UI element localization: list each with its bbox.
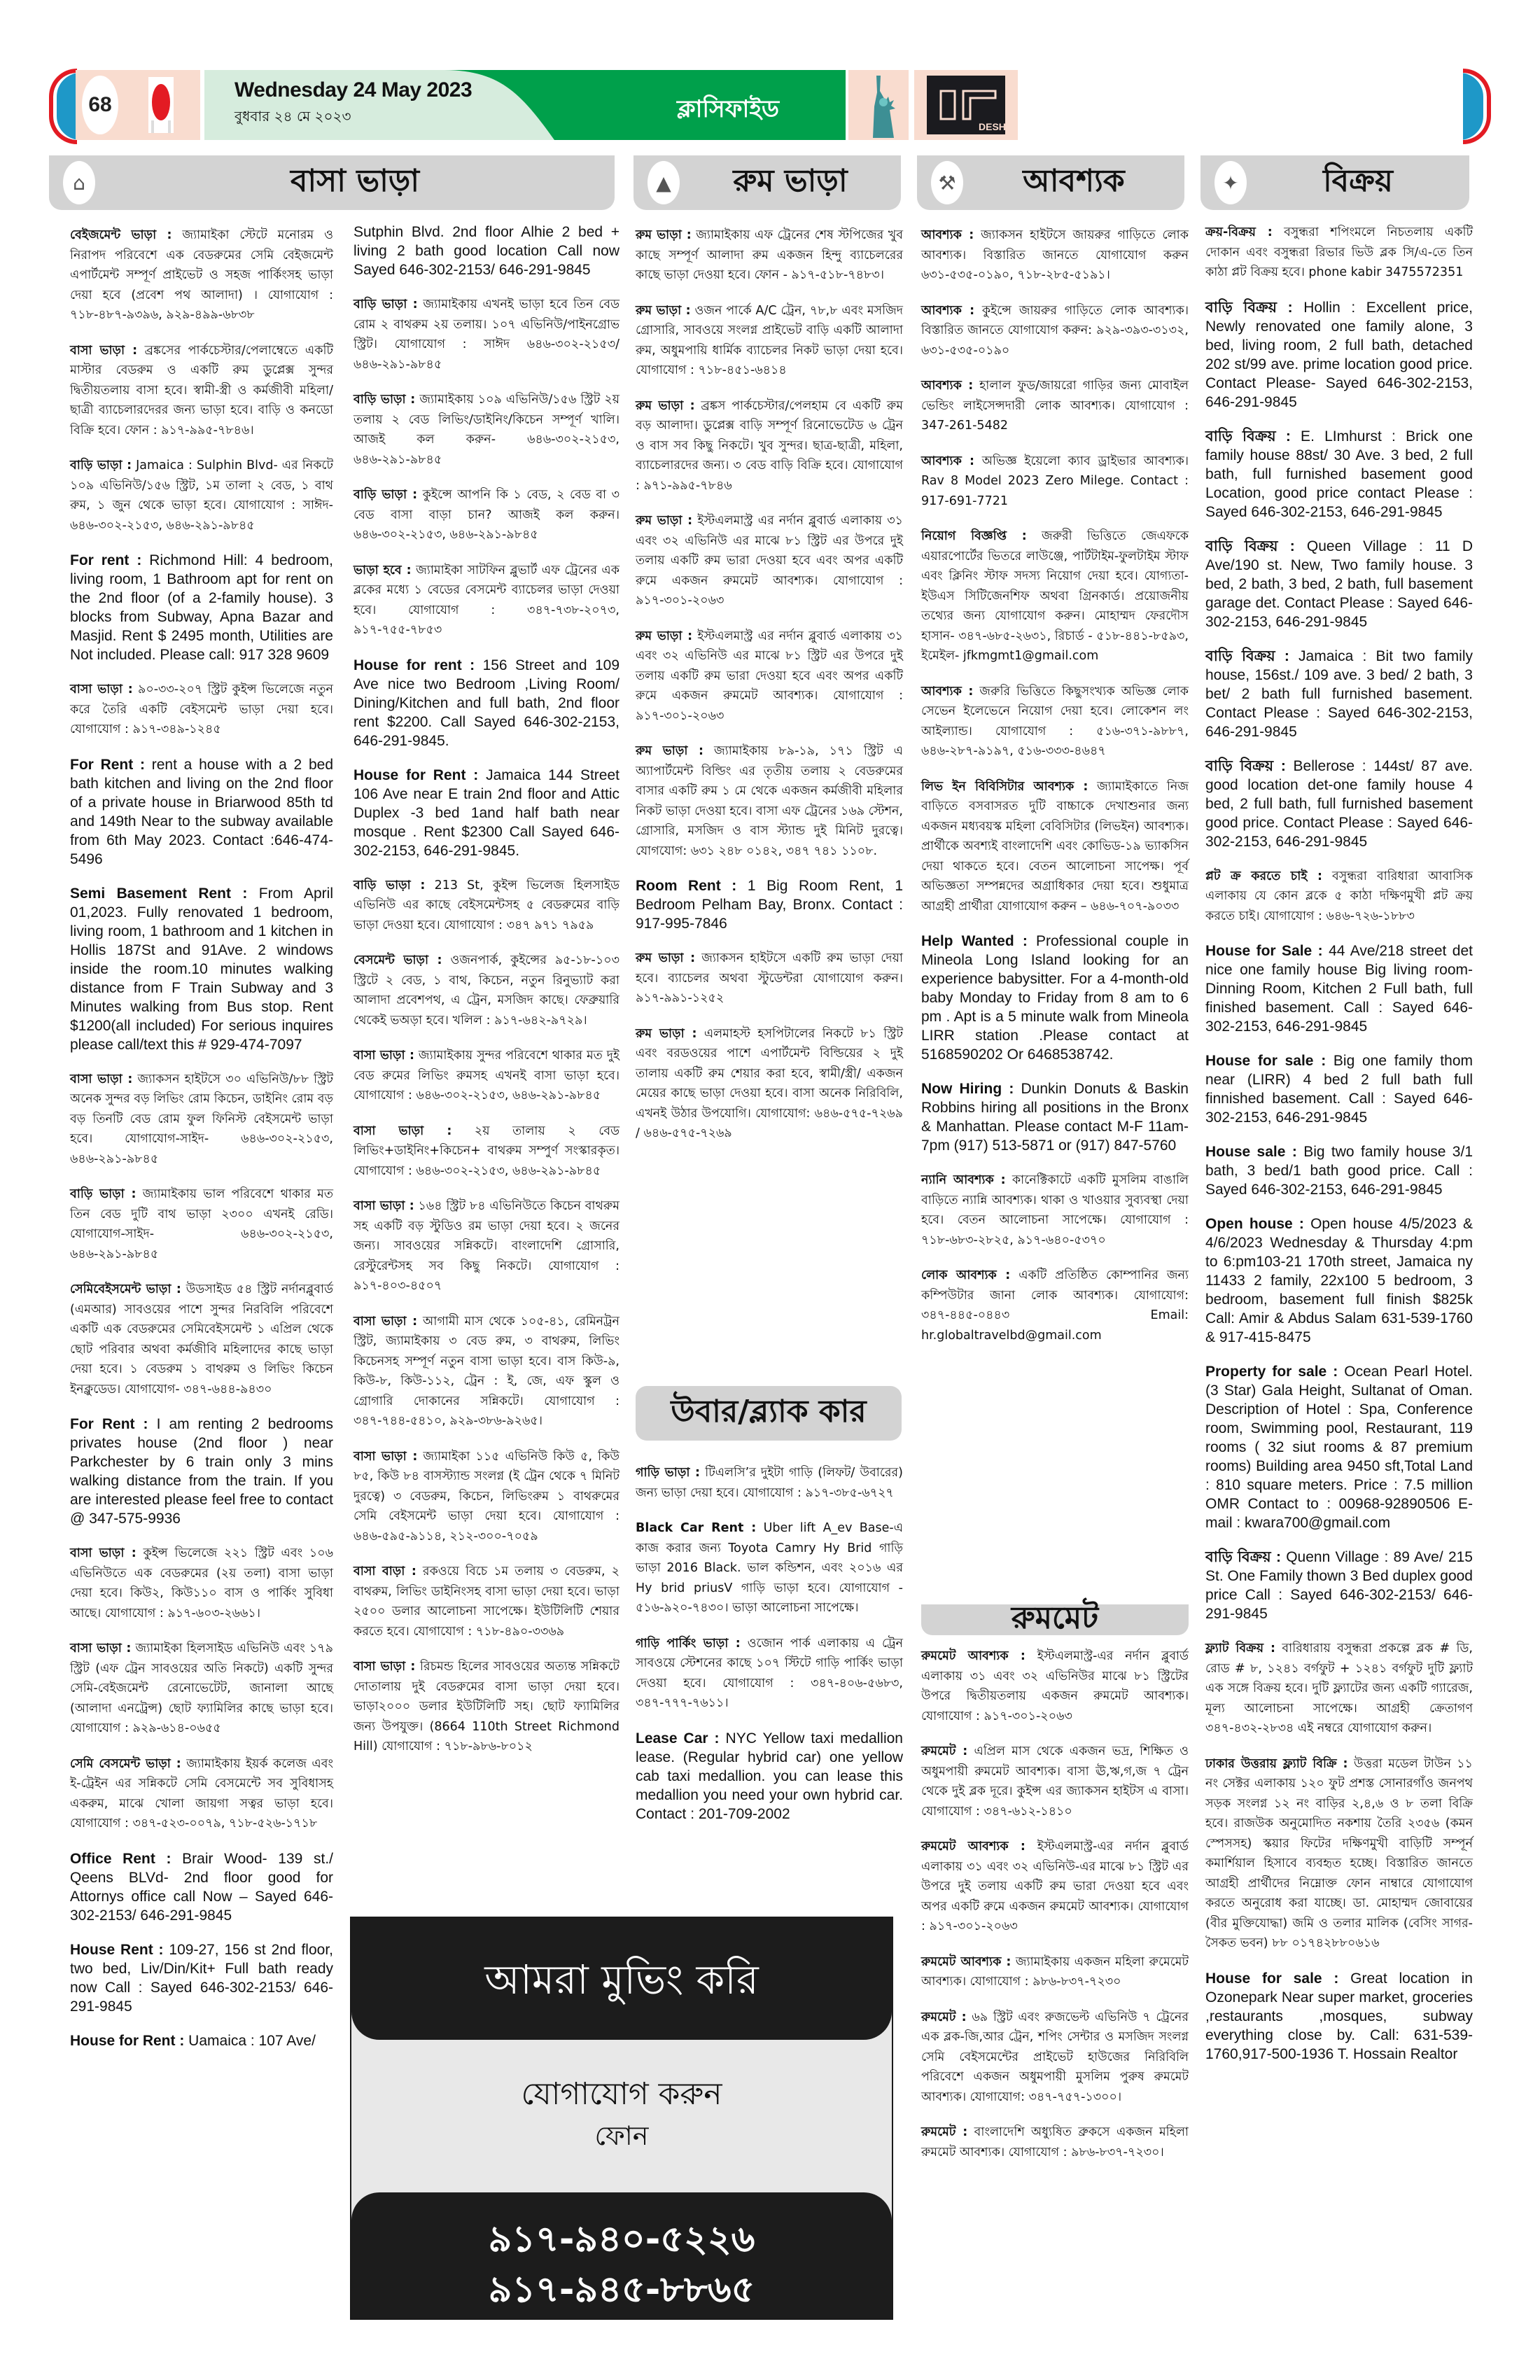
section-title: বাসা ভাড়া xyxy=(290,162,420,199)
ad-body: ইস্টএলমাস্ট্র-এর নর্দান ব্লুবার্ড এলাকায় ৩১ এবং ৩২ এভিনিউর মাঝে ৮১ স্ট্রিটের উপরে দ্বিতীয়তলায় একজন রুমমেট আবশ্যক। যোগাযোগ : ৯১৭-৩০১-২০৬৩ xyxy=(921,1649,1189,1723)
classified-ad xyxy=(354,656,620,750)
ad-body: Uamaica : 107 Ave/ xyxy=(184,2032,316,2049)
ad-body: জ্যামাইকায় একজন মহিলা রুমেমেট আবশ্যক। যোগাযোগ : ৯৮৬-৮৩৭-৭২৩০ xyxy=(921,1954,1189,1989)
ad-body: জ্যাকসন হাইটসে জায়রুর গাড়িতে লোক আবশ্যক। বিস্তারিত জানতে যোগাযোগ করুন ৬৩১-৫৩৫-০১৯০, ৭১৮-২৮৫-৫১৯১। xyxy=(921,228,1189,282)
classified-ad xyxy=(70,1544,333,1623)
ad-heading: Property for sale : xyxy=(1205,1364,1338,1380)
ad-body: ৬৯ স্ট্রিট এবং রুজভেল্ট এভিনিউ ৭ ট্রেনের এক ব্লক-জি,আর ট্রেন, শপিং সেন্টার ও মসজিদ সংলগ্ন সেমি বেইসমেন্টের প্রাইভেট হাউজের নিরিবিলি পরিবেশে একজন অধুমপায়ী মুসলিম পুরুষ রুমমেট আবশ্যক। যোগাযোগ: ৩৪৭-৭৫৭-১৩০০। xyxy=(921,2010,1189,2104)
classified-ad xyxy=(70,1639,333,1739)
ad-heading: ভাড়া হবে : xyxy=(354,563,412,578)
ad-body: ৯০-৩৩-২০৭ স্ট্রিট কুইন্স ভিলেজে নতুন করে তৈরি একটি বেইসমেন্ট ভাড়া দেয়া হবে। যোগাযোগ : ৯১৭-৩৪৯-১২৪৫ xyxy=(70,682,333,736)
classified-ad xyxy=(70,1280,333,1399)
classified-ad xyxy=(354,223,620,279)
ad-heading: House for Rent : xyxy=(354,766,479,783)
ad-headline: আমরা মুভিং করি xyxy=(484,1956,759,2003)
ad-heading: বাড়ি বিক্রয় : xyxy=(1205,1549,1281,1565)
classified-ad xyxy=(70,1754,333,1834)
classified-ad xyxy=(921,1170,1189,1250)
ad-heading: Semi Basement Rent : xyxy=(70,885,248,902)
ad-heading: বাড়ি ভাড়া : xyxy=(354,878,426,892)
date-bangla: বুধবার ২৪ মে ২০২৩ xyxy=(234,108,351,125)
ad-heading: রুম ভাড়া : xyxy=(636,228,692,242)
section-header-aboshyok xyxy=(917,155,1184,210)
section-title: বিক্রয় xyxy=(1323,162,1393,199)
ad-heading: বাসা ভাড়া : xyxy=(70,1642,132,1656)
ad-heading: For rent : xyxy=(70,552,142,568)
date-english: Wednesday 24 May 2023 xyxy=(234,78,472,102)
page-number: 68 xyxy=(82,76,118,134)
ad-heading: ঢাকার উত্তরায় ফ্ল্যাট বিক্রি : xyxy=(1205,1756,1348,1771)
ad-heading: বেইজমেন্ট ভাড়া : xyxy=(70,228,172,242)
ad-body: জ্যামাইকায় ভাল পরিবেশে থাকার মত তিন বেড দুটি বাথ ভাড়া ২৩০০ এখনই রেডি। যোগাযোগ-সাইদ- ৬৪৬-৩০২-২১৫৩, ৬৪৬-২৯১-৯৮৪৫ xyxy=(70,1187,333,1261)
ad-body: জ্যামাইকাতে নিজ বাড়িতে বসবাসরত দুটি বাচ্চাকে দেখাশুনার জন্য একজন মধ্যবয়স্ক মহিলা বেবিসিটার (লিভইন) আবশ্যক। প্রার্থীকে অবশ্যই বাংলাদেশি এবং কোভিড-১৯ ভ্যাকসিন দেয়া থাকতে হবে। বেতন আলোচনা সাপেক্ষ। পূর্ব অভিজ্ঞতা সম্পন্নদের অগ্রাধিকার দেয়া হবে। শুধুমাত্র আগ্রহী প্রার্থীরা যোগাযোগ করুন – ৬৪৬-৭০৭-৯০৩৩ xyxy=(921,779,1189,913)
ad-heading: House for sale : xyxy=(1205,1970,1339,1987)
classified-ad xyxy=(354,390,620,470)
ad-body: ১৬৪ স্ট্রিট ৮৪ এভিনিউতে কিচেন বাথরুম সহ একটি বড় স্টুডিও রম ভাড়া দেয়া হবে। ২ জনের জন্য। সাবওয়ের সন্নিকটে। বাংলাদেশি গ্রোসারি, রেস্টুরেন্টসহ সব কিছু নিকটে। যোগাযোগ : ৯১৭-৪০৩-৪৫০৭ xyxy=(354,1199,620,1293)
ad-body: হালাল ফুড/জায়রো গাড়ির জন্য মোবাইল ভেন্ডিং লাইসেন্সদারী লোক আবশ্যক। যোগাযোগ : 347-261-5482 xyxy=(921,379,1189,433)
ad-heading: বাড়ি বিক্রয় : xyxy=(1205,648,1289,664)
ad-body: Jamaica : Bit two family house, 156st./ 109 ave. 3 bed/ 2 bath, 3 bet/ 2 bath full furnished basement. Contact Please : Sayed 646-302-2153, 646-291-9845 xyxy=(1205,648,1473,740)
ad-heading: বাড়ি বিক্রয় : xyxy=(1205,757,1286,774)
ad-heading: নিয়োগ বিজ্ঞপ্তি : xyxy=(921,529,1027,543)
ad-heading: Room Rent : xyxy=(636,878,737,894)
classified-ad xyxy=(636,948,903,1009)
ad-body: জ্যাকসন হাইটসে একটি রুম ভাড়া দেয়া হবে। ব্যাচেলর অথবা স্টুডেন্টরা যোগাযোগ করুন। ৯১৭-৯৯১-১২৫২ xyxy=(636,951,903,1005)
ad-body: Big one family thom near (LIRR) 4 bed 2 full bath full finnished basement. Call : Sayed 646-302-2153, 646-291-9845 xyxy=(1205,1053,1473,1126)
ad-body: কুইন্সে জায়রুর গাড়িতে লোক আবশ্যক। বিস্তারিত জানতে যোগাযোগ করুন: ৯২৯-৩৯৩-৩১৩২, ৬৩১-৫৩৫-০১৯০ xyxy=(921,303,1189,358)
classified-ad xyxy=(636,1463,903,1503)
ad-heading: লোক আবশ্যক : xyxy=(921,1268,1011,1282)
ad-heading: বাড়ি ভাড়া : xyxy=(354,488,418,502)
classified-ad xyxy=(354,766,620,860)
ad-heading: রুমমেট : xyxy=(921,2010,967,2024)
ad-body: আগামী মাস থেকে ১০৫-৪১, রেমিনট্রন স্ট্রিট, জ্যামাইকায় ৩ বেড রুম, ৩ বাথরুম, লিভিং কিচেনসহ সম্পূর্ণ নতুন বাসা ভাড়া হবে। বাস কিউ-৯, কিউ-৮, কিউ-১১২, ট্রেন : ই, জে, এফ স্কুল ও গ্রোগারি দোকানের সন্নিকটে। যোগাযোগ : ৩৪৭-৭৪৪-৫৪১০, ৯২৯-৩৮৬-৯২৬৫। xyxy=(354,1314,620,1428)
classified-ad xyxy=(1205,1214,1473,1347)
classified-ad xyxy=(70,1940,333,2016)
classified-ad xyxy=(1205,1051,1473,1127)
ad-phone-label: ফোন xyxy=(594,2120,649,2151)
ad-heading: House Rent : xyxy=(70,1941,164,1958)
classified-ad xyxy=(70,225,333,326)
ad-body: Great location in Ozonepark Near super market, groceries ,restaurants ,mosques, subway everything close by. Call: 631-539-1760,917-500-1936 T. Hossain Realtor xyxy=(1205,1970,1473,2062)
house-icon: ⌂ xyxy=(63,161,95,204)
classified-ad xyxy=(354,951,620,1030)
ad-body: বাংলাদেশি অধ্যুষিত ব্রুকসে একজন মহিলা রুমমেট আবশ্যক। যোগাযোগ : ৯৮৬-৮৩৭-৭২৩০। xyxy=(921,2125,1189,2160)
ad-heading: বাসা ভাড়া : xyxy=(354,1124,452,1138)
ad-heading: রুমমেট আবশ্যক : xyxy=(921,1649,1026,1663)
classified-ad xyxy=(70,341,333,441)
ad-heading: বাসা ভাড়া : xyxy=(70,1546,136,1560)
classified-ad xyxy=(354,485,620,545)
classified-ad xyxy=(354,876,620,936)
classified-ad xyxy=(921,376,1189,436)
ad-heading: গাড়ি পার্কিং ভাড়া : xyxy=(636,1636,741,1651)
column-basa-vara-2 xyxy=(354,223,620,1772)
ad-body: 213 St, কুইন্স ভিলেজ হিলসাইড এভিনিউ এর কাছে বেইসমেন্টসহ ৫ বেডরুমের বাড়ি ভাড়া দেওয়া হবে। যোগাযোগ : ৩৪৭ ৯৭১ ৭৯৫৯ xyxy=(354,878,620,932)
ad-heading: রুমমেট : xyxy=(921,2125,968,2139)
ad-heading: বাড়ি ভাড়া : xyxy=(354,393,416,407)
classified-ad xyxy=(70,2031,333,2050)
classified-ad xyxy=(921,225,1189,286)
ad-heading: Office Rent : xyxy=(70,1850,172,1867)
classified-ad xyxy=(636,511,903,611)
ad-heading: House for rent : xyxy=(354,657,475,673)
ad-body: জ্যামাইকায় সুন্দর পরিবেশে থাকার মত দুই বেড রুমের লিভিং রুমসহ এখনই বাসা ভাড়া হবে। যোগাযোগ : ৬৪৬-৩০২-২১৫৩, ৬৪৬-২৯১-৯৮৪৫ xyxy=(354,1049,620,1102)
ad-body: Brair Wood- 139 st./ Qeens BLVd- 2nd floor good for Attornys office call Now – Sayed 646-302-2153/ 646-291-9845 xyxy=(70,1850,333,1924)
ad-body: উডসাইড ৫৪ স্ট্রিট নর্দানব্লুবার্ড (এমআর) সাবওয়ের পাশে সুন্দর নিরবিলি পরিবেশে একটি এক বেডরুমের সেমিবেইসমেন্ট ১ এপ্রিল থেকে ছোট পরিবার অথবা কর্মজীবি মহিলাদের কাছে ভাড়া দেয়া হবে। ১ বেডরুম ১ বাথরুম ও লিভিং কিচেন ইনক্লুডেড। যোগাযোগ- ৩৪৭-৬৪৪-৯৪৩০ xyxy=(70,1282,333,1396)
classified-ad xyxy=(636,1024,903,1144)
ad-heading: রুম ভাড়া : xyxy=(636,951,696,965)
column-basa-vara-1 xyxy=(70,225,333,2066)
ad-heading: বাসা ভাড়া : xyxy=(354,1449,418,1464)
classified-ad xyxy=(1205,1142,1473,1199)
classified-ad xyxy=(921,932,1189,1064)
ad-body: ওজোন পার্ক এলাকায় এ ট্রেন সাবওয়ে স্টেশনের কাছে ১০৭ স্টিটে গাড়ি পার্কিং ভাড়া দেওয়া হবে। যোগাযোগ : ৩৪৭-৪০৬-৫৬৮৩, ৩৪৭-৭৭৭-৭৬১১। xyxy=(636,1636,903,1710)
ad-body: কানেক্টিকাটে একটি মুসলিম বাঙালি বাড়িতে ন্যান্নি আবশ্যক। থাকা ও খাওয়ার সুব্যবস্থা দেয়া হবে। বেতন আলোচনা সাপেক্ষে। যোগাযোগ : ৭১৮-৬৮৩-২৮২৫, ৯১৭-৬৪০-৫৩৭০ xyxy=(921,1173,1189,1247)
classified-ad xyxy=(1205,1362,1473,1532)
ad-body: উত্তরা মডেল টাউন ১১ নং সেক্টর এলাকায় ১২০ ফুট প্রশস্ত সোনারগাঁও জনপথ সড়ক সংলগ্ন ১২ নং বাড়ির ২,৪,৬ ও ৮ তলা বিক্রি হবে। রাজউক অনুমোদিত নকশায় তৈরি ২৩৫৬ (কমন স্পেসসহ) স্কয়ার ফিটের দক্ষিণমুখী বাড়িটি সম্পূর্ন কমার্শিয়াল হিসাবে ব্যবহৃত হচ্ছে। বিস্তারিত জানতে আগ্রহী প্রার্থীদের নিম্নোক্ত ফোন নাম্বারে যোগাযোগ করতে অনুরোধ করা যাচ্ছে। ডা. মোহাম্মদ জোবায়ের (বীর মুক্তিযোদ্ধা) জমি ও তলার মালিক (বেসিং সাগর-সৈকত ভবন) ৮৮ ০১৭৪২৮৮০৬১৬ xyxy=(1205,1756,1473,1950)
column-room-vara xyxy=(636,225,903,1159)
ad-body: 156 Street and 109 Ave nice two Bedroom ,Living Room/ Dining/Kitchen and full bath, 2nd floor rent $2200. Call Sayed 646-302-2153, 646-291-9845. xyxy=(354,657,620,749)
classified-ad xyxy=(921,1837,1189,1937)
ad-body: Richmond Hill: 4 bedroom, living room, 1 Bathroom apt for rent on the 2nd floor (of a 2-family house). 3 blocks from Subway, Apna Bazar and Masjid. Rent $ 2495 month, Utilities are Not included. Please call: 917 328 9609 xyxy=(70,552,333,663)
ad-body: Hollin : Excellent price, Newly renovated one family alone, 3 bed, living room, 2 full bath, detached 202 st/99 ave. prime location good price. Contact Please- Sayed 646-302-2153, 646-291-9845 xyxy=(1205,299,1473,410)
ad-heading: House for Rent : xyxy=(70,2032,185,2049)
classified-ad xyxy=(921,682,1189,762)
classified-ad xyxy=(1205,1969,1473,2064)
classified-ad xyxy=(70,680,333,740)
ad-heading: House for sale : xyxy=(1205,1053,1326,1069)
ad-heading: For Rent : xyxy=(70,756,145,773)
section-header-room-vara xyxy=(634,155,901,210)
ad-heading: সেমিবেইসমেন্ট ভাড়া : xyxy=(70,1282,181,1296)
ad-heading: বেসমেন্ট ভাড়া : xyxy=(354,953,442,967)
ad-body: ওজনপার্ক, কুইন্সের ৯৫-১৮-১০৩ স্ট্রিটে ২ বেড, ১ বাথ, কিচেন, নতুন রিনুভ্যাট করা আলাদা প্রবেশপথ, এ ট্রেন, মসজিদ কাছে। ফেব্রুয়ারি থেকেই ভঅড়া হবে। খলিল : ৯১৭-৬৪২-৯৭২৯। xyxy=(354,953,620,1028)
ad-contact: যোগাযোগ করুন xyxy=(521,2076,722,2112)
classified-ad xyxy=(636,1634,903,1714)
ad-heading: বাসা ভাড়া : xyxy=(354,1199,414,1213)
classified-ad xyxy=(1205,427,1473,522)
ad-heading: ফ্ল্যাট বিক্রয় : xyxy=(1205,1642,1276,1656)
ad-heading: বাসা ভাড়া : xyxy=(70,343,138,358)
classified-ad xyxy=(1205,757,1473,851)
section-header-basa-vara xyxy=(49,155,615,210)
ad-body: ব্রঙ্কস পার্কচেস্টার/পেলহাম বে একটি রুম বড় আলাদা। ডুপ্লেক্স বাড়ি সম্পূর্ণ রিনোভেটেড ৬ ট্রেন ও বাস সব কিছু নিকটে। খুব সুন্দর। ছাত্র-ছাত্রী, মহিলা, ব্যাচেলারদের জন্য। ৩ বেড বাড়ি বিক্রি হবে। যোগাযোগ : ৯৭১-৯৯৫-৭৮৪৬ xyxy=(636,398,903,493)
classified-ad xyxy=(636,876,903,933)
classified-ad xyxy=(921,526,1189,666)
section-header-bikroy xyxy=(1200,155,1469,210)
ad-body: rent a house with a 2 bed bath kitchen and living on the 2nd floor of a private house in Briarwood 85th td and 149th Near to the subway available from 6th May 2023. Contact :646-474-5496 xyxy=(70,756,334,867)
classified-ad xyxy=(70,551,333,664)
ad-body: কুইন্স ভিলেজে ২২১ স্ট্রিট এবং ১০৬ এভিনিউতে এক বেডরুমের (২য় তলা) বাসা ভাড়া দেয়া হবে। কিউ২, কিউ১১০ বাস ও পার্কিং সুবিধা আছে। যোগাযোগ : ৯১৭-৬০৩-২৬৬১। xyxy=(70,1546,333,1620)
classified-ad xyxy=(1205,1754,1473,1954)
ad-body: জ্যামাইকায় ১০৯ এভিনিউ/১৫৬ স্ট্রিট ২য় তলায় ২ বেড লিভিং/ডাইনিং/কিচেন সম্পূর্ণ খালি। আজই কল করুন- ৬৪৬-৩০২-২১৫৩, ৬৪৬-২৯১-৯৮৪৫ xyxy=(354,393,620,467)
ad-body: Sutphin Blvd. 2nd floor Alhie 2 bed + living 2 bath good location Call now Sayed 646-302-2153/ 646-291-9845 xyxy=(354,224,620,278)
logo-text: DESH xyxy=(979,121,1006,132)
classified-ad xyxy=(354,1046,620,1106)
chair-icon xyxy=(147,74,175,136)
ad-heading: আবশ্যক : xyxy=(921,684,974,699)
ad-heading: বাসা ভাড়া : xyxy=(70,682,133,696)
ad-body: E. LImhurst : Brick one family house 88st/ 30 Ave. 3 bed, 2 full bath, full furnished basement good Location, good price contact Please : Sayed 646-302-2153, 646-291-9845 xyxy=(1205,428,1473,520)
ad-body: জ্যামাইকা সাটফিন ব্লুভার্ট এফ ট্রেনের এক ব্লকের মধ্যে ১ বেডের বেসমেন্ট ব্যাচেলর ভাড়া দেওয়া হবে। যোগাযোগ : ৩৪৭-৭৩৮-২০৭৩, ৯১৭-৭৫৫-৭৮৫৩ xyxy=(354,563,620,637)
ad-heading: আবশ্যক : xyxy=(921,228,974,242)
ad-body: ইস্টএলমাস্ট্র-এর নর্দান ব্লুবার্ড এলাকায় ৩১ এবং ৩২ এভিনিউ-এর মাঝে ৮১ স্ট্রিট এর উপরে দুই তলায় একটি রুম ভারা দেওয়া হবে এবং অপর একটি রুমে একজন রুমমেট আবশ্যক। যোগাযোগ : ৯১৭-৩০১-২০৬৩ xyxy=(921,1840,1189,1933)
ad-body: Open house 4/5/2023 & 4/6/2023 Wednesday & Thursday 4:pm to 6:pm103-21 170th street, Jamaica ny 11433 2 family, 22x100 5 bedroom, 3 bedroom, basement full finish $825k Call: Amir & Abdus Salam 631-539-1760 & 917-415-8475 xyxy=(1205,1216,1473,1345)
classified-ad xyxy=(636,301,903,381)
ad-body: জ্যামাইকা হিলসাইড এভিনিউ এবং ১৭৯ স্ট্রিট (এফ ট্রেন সাবওয়ের অতি নিকটে) একটি সুন্দর সেমি-বেইজমেন্ট রেনোভেটেট, জানালা আছে (আলাদা এনট্রেন্স) ছোট ফ্যামিলির কাছে ভাড়া হবে। যোগাযোগ : ৯২৯-৬১৪-০৬৫৫ xyxy=(70,1642,333,1735)
ad-heading: বাড়ি বিক্রয় : xyxy=(1205,428,1291,444)
ad-heading: রুমমেট আবশ্যক : xyxy=(921,1840,1026,1854)
ad-body: জ্যামাইকায় ইয়র্ক কলেজ এবং ই-ট্রেইন এর সন্নিকটে সেমি বেসমেন্টে সব সুবিধাসহ একরুম, মাঝে খোলা জায়গা সত্বর ভাড়া হবে। যোগাযোগ : ৩৪৭-৫২৩-০০৭৯, ৭১৮-৫২৬-১৭১৮ xyxy=(70,1756,333,1830)
ad-body: Jamaica 144 Street 106 Ave near E train 2nd floor and Attic Duplex -3 bed 1and half bath near mosque . Rent $2300 Call Sayed 646-302-2153, 646-291-9845. xyxy=(354,766,620,859)
ad-heading: সেমি বেসমেন্ট ভাড়া : xyxy=(70,1756,181,1771)
ad-body: অভিজ্ঞ ইয়েলো ক্যাব ড্রাইভার আবশ্যক। Rav 8 Model 2023 Zero Milege. Contact : 917-691-7721 xyxy=(921,454,1189,508)
classified-ad xyxy=(921,451,1189,512)
classified-ad xyxy=(636,626,903,727)
ad-body: কুইন্সে আপনি কি ১ বেড, ২ বেড বা ৩ বেড বাসা বাড়া চান? আজই কল করুন। ৬৪৬-৩০২-২১৫৩, ৬৪৬-২৯১-৯৮৪৫ xyxy=(354,488,620,542)
ad-body: জ্যামাইকা ১১৫ এভিনিউ কিউ ৫, কিউ ৮৫, কিউ ৮৪ বাসস্ট্যান্ড সংলগ্ন (ই ট্রেন থেকে ৭ মিনিট দুরত্বে) ৩ বেডরুম, কিচেন, লিভিংরুম ১ বাথরুমের সেমি বেইসমেন্ট ভাড়া দেয়া হবে। যোগাযোগ : ৬৪৬-৫৯৫-৯১১৪, ২১২-৩০০-৭০৫৯ xyxy=(354,1449,620,1544)
classified-ad xyxy=(1205,223,1473,283)
classified-ad xyxy=(1205,537,1473,631)
classified-ad xyxy=(354,1121,620,1182)
desh-logo xyxy=(914,70,1018,140)
ad-body: জ্যামাইকায় এফ ট্রেনের শেষ স্টপিজের খুব কাছে সম্পূর্ণ আলাদা রুম একজন হিন্দু ব্যাচেলরের কাছে ভাড়া দেওয়া হবে। ফোন - ৯১৭-৫১৮-৭৪৮৩। xyxy=(636,228,903,282)
column-aboshyok xyxy=(921,225,1189,1361)
ad-body: জ্যামাইকায় ৮৯-১৯, ১৭১ স্ট্রিট এ অ্যাপার্টমেন্ট বিল্ডিং এর তৃতীয় তলায় ২ বেডরুমের বাসার একটি রুম ১ মে থেকে একজন কর্মজীবী মহিলার নিকট ভাড়া দেওয়া হবে। বাসা এফ ট্রেনের ১৬৯ স্টেশন, গ্রোসারি, মসজিদ ও বাস স্ট্যান্ড দুই মিনিট দুরত্বে। যোগযোগ: ৬৩১ ২৪৮ ০১৪২, ৩৪৭ ৭৪১ ১১০৮. xyxy=(636,744,903,858)
room-icon: ▲ xyxy=(648,161,680,204)
classified-ad xyxy=(921,1079,1189,1155)
classified-ad xyxy=(354,1447,620,1547)
classified-ad xyxy=(354,295,620,374)
classified-ad xyxy=(636,741,903,861)
ad-body: জরুরী ভিত্তিতে জেএফকে এয়ারপোর্টের ভিতরে লাউঞ্জে, পার্টটাইম-ফুলটাইম স্টাফ এবং ক্লিনিং স্টাফ সদস্য নিয়োগ দেয়া হবে। যোগ্যতা- ইউএস সিটিজেনশিফ অথবা গ্রিনকার্ড। প্রয়োজনীয় তথ্যের জন্য যোগাযোগ করুন। মোহাম্মদ ফেরদৌস হাসান- ৩৪৭-৬৮৫-২৬৩১, রিচার্ড - ৫১৮-৪৪১-৮৫৯৩, ইমেইল- jfkmgmt1@gmail.com xyxy=(921,529,1189,663)
classified-ad xyxy=(921,1952,1189,1992)
ad-heading: রুমমেট আবশ্যক : xyxy=(921,1954,1011,1969)
ad-body: ২য় তালায় ২ বেড লিভিং+ডাইনিং+কিচেন+ বাথরুম সম্পুর্ণ সংস্কারকৃত। যোগাযোগ : ৬৪৬-৩০২-২১৫৩, ৬৪৬-২৯১-৯৮৪৫ xyxy=(354,1124,620,1178)
statue-of-liberty-icon xyxy=(848,70,909,140)
section-header-roommate: রুমমেট xyxy=(921,1604,1189,1635)
ad-heading: Open house : xyxy=(1205,1216,1304,1232)
ad-body: রকওয়ে বিচে ১ম তলায় ৩ বেডরুম, ২ বাথরুম, লিভিং ডাইনিংসহ বাসা ভাড়া দেয়া হবে। ভাড়া ২৫০০ ডলার আলোচনা সাপেক্ষে। ইউটিলিটি শেয়ার করতে হবে। যোগাযোগ : ৭১৮-৪৯০-৩৩৬৯ xyxy=(354,1564,620,1639)
worker-icon: ⚒ xyxy=(931,161,963,204)
ad-body: Big two family house 3/1 bath, 3 bed/1 bath good price. Call : Sayed 646-302-2153, 646-291-9845 xyxy=(1205,1144,1473,1198)
ad-heading: বাড়ি ভাড়া : xyxy=(70,1187,136,1201)
ad-heading: রুমমেট : xyxy=(921,1744,968,1758)
classified-ad xyxy=(1205,1639,1473,1739)
classified-ad xyxy=(70,456,333,536)
ad-heading: Black Car Rent : xyxy=(636,1521,757,1535)
classified-ad xyxy=(354,1196,620,1296)
ad-phone-1[interactable]: ৯১৭-৯৪০-৫২২৬ xyxy=(488,2218,755,2260)
ad-heading: House sale : xyxy=(1205,1144,1297,1160)
ad-body: Queen Village : 11 D Ave/190 st. New, Two family house. 3 bed, 2 bath, 3 bed, 2 bath, full basement garage det. Contact Please : Sayed 646-302-2153, 646-291-9845 xyxy=(1205,538,1473,630)
ad-heading: House for Sale : xyxy=(1205,943,1323,959)
ad-body: Jamaica : Sulphin Blvd- এর নিকটে ১০৯ এভিনিউ/১৫৬ স্ট্রিট, ১ম তালা ২ বেড, ১ বাথ রুম, ১ জুন থেকে ভাড়া হবে। যোগাযোগ : সাঈদ- ৬৪৬-৩০২-২১৫৩, ৬৪৬-২৯১-৯৮৪৫ xyxy=(70,458,333,533)
ad-body: 44 Ave/218 street det nice one family house Big living room- Dinning Room, Kitchen 2 Full bath, full finished basement. Call : Sayed 646-302-2153, 646-291-9845 xyxy=(1205,943,1473,1035)
classified-ad xyxy=(1205,867,1473,927)
ad-heading: রুম ভাড়া : xyxy=(636,303,691,318)
ad-body: ব্রঙ্কসের পার্কচেস্টার/পেলাম্বেতে একটি মাস্টার বেডরুম ও একটি রুম ডুপ্লেক্স সুন্দর দ্বিতীয়তলায় বাসা হবে। স্বামী-স্ত্রী ও কর্মজীবী মহিলা/ছাত্রী ব্যাচেলারদেরর জন্য ভাড়া হবে। বাড়ি ও কনডো বিক্রি হবে। ফোন : ৯১৭-৯৯৫-৭৮৪৬। xyxy=(70,343,333,438)
column-roommate xyxy=(921,1646,1189,2178)
ad-body: ইস্টএলমাস্ট্র এর নর্দান ব্লুবার্ড এলাকায় ৩১ এবং ৩২ এভিনিউ এর মাঝে ৮১ স্ট্রিট এর উপরে দুই তলায় একটি রুম ভারা দেওয়া হবে এবং অপর একটি রুমে একজন রুমমেট আবশ্যক। যোগাযোগ : ৯১৭-৩০১-২০৬৩ xyxy=(636,514,903,608)
classified-ad xyxy=(354,1562,620,1642)
ad-heading: বাড়ি ভাড়া : xyxy=(354,298,418,312)
ad-body: টিএলসি’র দুইটা গাড়ি (লিফট/ উবারের) জন্য ভাড়া দেয়া হবে। যোগাযোগ : ৯১৭-৩৮৫-৬৭২৭ xyxy=(636,1466,903,1500)
ad-body: 109-27, 156 st 2nd floor, two bed, Liv/Din/Kit+ Full bath ready now Call : Sayed 646-302-2153/ 646-291-9845 xyxy=(70,1941,333,2015)
classified-ad xyxy=(70,884,333,1054)
column-bikroy xyxy=(1205,223,1473,2079)
section-name: ক্লাসিফাইড xyxy=(676,95,780,123)
classified-ad xyxy=(921,1646,1189,1726)
ad-heading: বাড়ি বিক্রয় : xyxy=(1205,538,1295,554)
ad-body: NYC Yellow taxi medallion lease. (Regular hybrid car) one yellow cab taxi medallion. you can lease this medallion you need your own hybrid car. Contact : 201-709-2002 xyxy=(636,1730,903,1822)
ad-heading: রুম ভাড়া : xyxy=(636,744,704,758)
ad-heading: রুম ভাড়া : xyxy=(636,514,693,528)
classified-ad xyxy=(636,1729,903,1823)
classified-ad xyxy=(921,2122,1189,2162)
ad-heading: বাড়ি বিক্রয় : xyxy=(1205,299,1293,316)
classified-ad xyxy=(921,1742,1189,1821)
ad-heading: বাসা ভাড়া : xyxy=(354,1314,418,1329)
ad-heading: Lease Car : xyxy=(636,1730,720,1746)
classified-ad xyxy=(1205,647,1473,741)
classified-ad xyxy=(70,755,333,869)
classified-ad xyxy=(70,1184,333,1264)
ad-heading: Help Wanted : xyxy=(921,933,1028,949)
classified-ad xyxy=(921,1266,1189,1345)
ad-body: এলমাহস্ট হসপিটালের নিকটে ৮১ স্ট্রিট এবং বরডওয়ের পাশে এপার্টমেন্ট বিল্ডিয়ের ২ দুই তালায় একটি রুম শেয়ার করা হবে, স্বামী/স্ত্রী/ একজন মেয়ের কাছে ভাড়া দেওয়া হবে। বাসা অনেক নিরিবিলি, এখনই উঠার উপযোগি। যোগাযোগ: ৬৪৬-৫৭৫-৭২৬৯ / ৬৪৬-৫৭৫-৭২৬৯ xyxy=(636,1026,904,1140)
ad-body: জ্যাকসন হাইটসে ৩০ এভিনিউ/৮৮ স্ট্রিট অনেক সুন্দর বড় লিভিং রোম কিচেন, ডাইনিং রোম বড় বড় তিনটি বেড রোম ফুল ফিনিস্ট বেইসমেন্ট ভাড়া হবে। যোগাযোগ-সাইদ- ৬৪৬-৩০২-২১৫৩, ৬৪৬-২৯১-৯৮৪৫ xyxy=(70,1072,333,1166)
classified-ad xyxy=(636,225,903,286)
ad-body: ইস্টএলমাস্ট্র এর নর্দান ব্লুবার্ড এলাকায় ৩১ এবং ৩২ এভিনিউ এর মাঝে ৮১ স্ট্রিট এর উপরে দুই তলায় একটি রুম ভারা দেওয়া হবে এবং অপর একটি রুমে একজন রুমমেট আবশ্যক। যোগাযোগ : ৯১৭-৩০১-২০৬৩ xyxy=(636,629,903,723)
classified-ad xyxy=(1205,1548,1473,1623)
ad-body: ওজন পার্কে A/C ট্রেন, ৭৮,৮ এবং মসজিদ গ্রোসারি, সাবওয়ে সংলগ্ন প্রাইভেট বাড়ি একটি আলাদা রুম, অধুমপায়ি ধার্মিক ব্যাচেলর নিকট ভাড়া দেয়া হবে। যোগাযোগ : ৭১৮-৪৫১-৬৪১৪ xyxy=(636,303,903,377)
ad-body: বারিধারায় বসুন্ধরা প্রকল্পে ব্লক # ডি, রোড # ৮, ১২৪১ বর্গফুট + ১২৪১ বর্গফুট দুটি ফ্ল্যাট এক সঙ্গে বিক্রয় হবে। দুটি ফ্ল্যাটের জন্য একটি গ্যারেজ, মূল্য আলোচনা সাপেক্ষে। আগ্রহী ক্রেতাগণ ৩৪৭-৪৩২-২৮৩৪ এই নম্বরে যোগাযোগ করুন। xyxy=(1205,1642,1473,1735)
ad-heading: ক্রয়-বিক্রয় : xyxy=(1205,225,1273,239)
ad-body: Ocean Pearl Hotel. (3 Star) Gala Height, Sultanat of Oman. Description of Hotel : Spa, Conference room, Swimming pool, Restaurant, 119 rooms ( 32 siut rooms & 87 premium rooms) Building area 9450 sft,Total Land : 810 square meters. Price : 7.5 million OMR Contact to : 00968-92890506 E-mail : kwara700@gmail.com xyxy=(1205,1364,1473,1531)
ad-body: রিচমন্ড হিলের সাবওয়ের অত্যন্ত সন্নিকটে দোতালায় দুই বেডরুমের বাসা ভাড়া দেয়া হবে। ভাড়া২০০০ ডলার ইউটিলিটি সহ। ছোট ফ্যামিলির জন্য উপযুক্ত। (8664 110th Street Richmond Hill) যোগাযোগ : ৭১৮-৯৮৬-৮০১২ xyxy=(354,1660,620,1754)
ad-heading: আবশ্যক : xyxy=(921,454,975,468)
classified-ad xyxy=(1205,941,1473,1036)
classified-ad xyxy=(70,1415,333,1528)
ad-body: From April 01,2023. Fully renovated 1 bedroom, living room, 1 bathroom and 1 kitchen in Hollis 187St and 91Ave. 2 windows inside the room.10 minutes walking distance from F Train Subway and 3 Minutes walking from Bus stop. Rent $1200(all included) For serious inquires please call/text this # 929-474-7097 xyxy=(70,885,334,1053)
ad-body: Bellerose : 144st/ 87 ave. good location det-one family house 4 bed, 2 full bath, full furnished basement good price. Contact Please : Sayed 646-302-2153, 646-291-9845 xyxy=(1205,757,1473,850)
ad-body: জ্যামাইকা স্টেটে মনোরম ও নিরাপদ পরিবেশে এক বেডরুমের সেমি বেইজমেন্ট এপার্টমেন্ট সম্পূর্ণ প্রাইভেট ও সহজ পার্কিংসহ ভাড়া দেয়া হবে (প্রবেশ পথ আলাদা) । যোগাযোগ : ৭১৮-৪৮৭-৯৩৯৬, ৯২৯-৪৯৯-৬৮৩৮ xyxy=(70,228,333,322)
classified-ad xyxy=(70,1849,333,1925)
ad-body: জ্যামাইকায় এখনই ভাড়া হবে তিন বেড রোম ২ বাথরুম ২য় তলায়। ১০৭ এভিনিউ/পাইনগ্রোভ স্ট্রিট। যোগাযোগ : সাঈদ ৬৪৬-৩০২-২১৫৩/ ৬৪৬-২৯১-৯৮৪৫ xyxy=(354,298,620,372)
ad-body: এপ্রিল মাস থেকে একজন ভদ্র, শিক্ষিত ও অধুমপায়ী রুমমেট আবশ্যক। বাসা ঊ,ঋ,গ,জ ৭ ট্রেন থেকে দুই ব্লক দূরে। কুইন্স এর জ্যাকসন হাইটস এ বাসা। যোগাযোগ : ৩৪৭-৬১২-১৪১০ xyxy=(921,1744,1189,1819)
ad-heading: রুম ভাড়া : xyxy=(636,629,693,643)
ad-body: বসুন্ধরা শপিংমলে নিচতলায় একটি দোকান এবং বসুন্ধরা রিভার ভিউ ব্লক সি/এ-তে তিন কাঠা প্লট বিক্রয় হবে। phone kabir 3475572351 xyxy=(1205,225,1473,279)
ad-heading: লিভ ইন বিবিসিটার আবশ্যক : xyxy=(921,779,1088,794)
classified-ad xyxy=(354,1657,620,1757)
ad-body: I am renting 2 bedrooms privates house (2nd floor ) near Parkchester by 6 train only 3 mins walking distance from the train. If you are interested please feel free to contact @ 347-575-9936 xyxy=(70,1416,334,1527)
ad-heading: ন্যানি আবশ্যক : xyxy=(921,1173,1006,1187)
ad-phone-2[interactable]: ৯১৭-৯৪৫-৮৮৬৫ xyxy=(488,2269,755,2311)
classified-ad xyxy=(1205,298,1473,412)
classified-ad xyxy=(354,561,620,640)
ad-heading: রুম ভাড়া : xyxy=(636,398,695,413)
ad-heading: বাড়ি ভাড়া : xyxy=(70,458,132,472)
classified-ad xyxy=(70,1070,333,1170)
ad-heading: প্লট ক্র করতে চাই : xyxy=(1205,869,1322,883)
classified-ad xyxy=(921,777,1189,917)
section-header-uber: উবার/ব্ল্যাক কার xyxy=(636,1386,902,1441)
ad-body: Professional couple in Mineola Long Island looking for an experience babysitter. For a 4-month-old baby Monday to Friday from 8 am to 6 pm . Apt is a 5 minute walk from Mineola LIRR station .Please contact at 5168590202 Or 6468538742. xyxy=(921,933,1189,1063)
classified-ad xyxy=(636,396,903,496)
classified-ad xyxy=(921,2008,1189,2108)
ad-heading: বাসা ভাড়া : xyxy=(70,1072,133,1086)
column-uber-black-car xyxy=(636,1463,903,1839)
ad-body: বসুন্ধরা বারিধারা আবাসিক এলাকায় যে কোন ব্লকে ৫ কাঠা দক্ষিণমুখী প্লট ক্রয় করতে চাই। যোগাযোগ : ৬৪৬-৭২৬-১৮৮৩ xyxy=(1205,869,1474,923)
classified-ad xyxy=(354,1312,620,1432)
ad-body: একটি প্রতিষ্ঠিত কোম্পানির জন্য কম্পিউটার জানা লোক আবশ্যক। যোগাযোগ: ৩৪৭-৪৪৫-০৪৪৩ Email: hr.globaltravelbd@gmail.com xyxy=(921,1268,1189,1343)
ad-heading: Now Hiring : xyxy=(921,1081,1014,1097)
ad-heading: রুম ভাড়া : xyxy=(636,1026,697,1041)
classified-ad xyxy=(921,301,1189,361)
ad-heading: আবশ্যক : xyxy=(921,379,974,393)
ad-heading: গাড়ি ভাড়া : xyxy=(636,1466,701,1480)
ad-heading: আবশ্যক : xyxy=(921,303,975,318)
moving-ad xyxy=(350,1917,893,2320)
ad-heading: বাসা ভাড়া : xyxy=(354,1049,414,1063)
ad-heading: বাসা ভাড়া : xyxy=(354,1660,416,1674)
ad-body: 1 Big Room Rent, 1 Bedroom Pelham Bay, Bronx. Contact : 917-995-7846 xyxy=(636,878,904,932)
ad-body: Uber lift A_ev Base-এ কাজ করার জন্য Toyota Camry Hy Brid গাড়ি ভাড়া 2016 Black. ভাল কন্ডিশন, এবং ২০১৬ এর Hy brid priusV গাড়ি ভাড়া হবে। যোগাযোগ - ৫১৬-৯২০-৭৪৩০। ভাড়া আলোচনা সাপেক্ষে। xyxy=(636,1521,904,1615)
ad-heading: For Rent : xyxy=(70,1416,148,1432)
header-left-cap xyxy=(49,69,77,144)
classified-ad xyxy=(636,1518,903,1618)
section-title: আবশ্যক xyxy=(1023,162,1125,199)
ad-heading: বাসা বাড়া : xyxy=(354,1564,416,1578)
ad-body: Quenn Village : 89 Ave/ 215 St. One Family thown 3 Bed duplex good price Call : Sayed 646-302-2153/ 646-291-9845 xyxy=(1205,1549,1473,1622)
ad-body: জরুরি ভিত্তিতে কিছুসংখ্যক অভিজ্ঞ লোক সেভেন ইলেভেনে নিয়োগ দেয়া হবে। লোকেশন লং আইল্যান্ড। যোগাযোগ : ৫১৬-৩৭১-৯৮৮৭, ৬৪৬-২৮৭-৯১৯৭, ৫১৬-৩৩৩-৪৬৪৭ xyxy=(921,684,1189,758)
header-right-cap xyxy=(1463,69,1491,144)
sale-icon: ✦ xyxy=(1214,161,1247,204)
ad-body: Dunkin Donuts & Baskin Robbins hiring all positions in the Bronx & Manhattan. Please contact M-F 11am-7pm (917) 513-5871 or (917) 847-5760 xyxy=(921,1081,1189,1154)
section-title: রুম ভাড়া xyxy=(733,162,848,199)
